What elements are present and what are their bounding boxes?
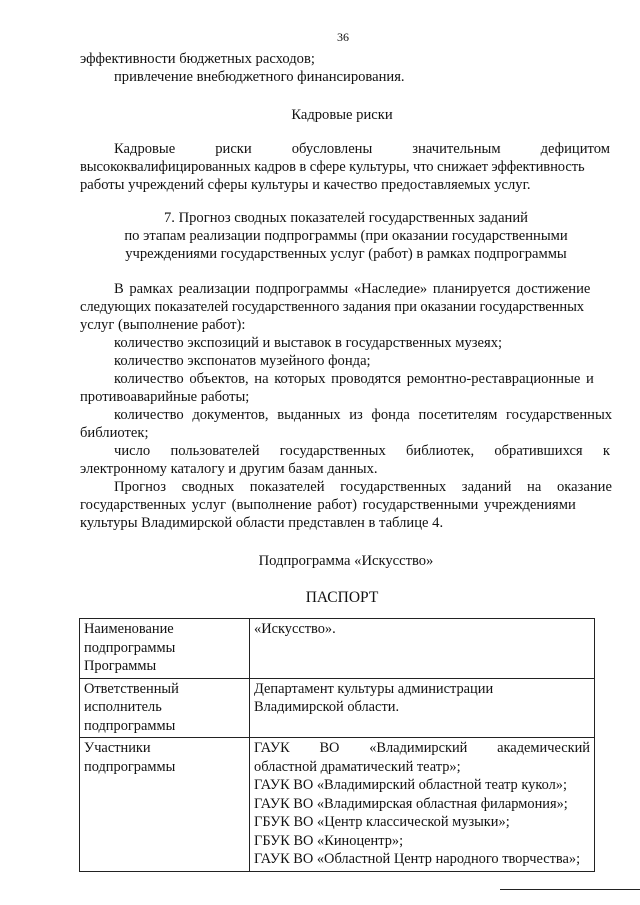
word: ВО (319, 740, 340, 756)
text-line: работы учреждений сферы культуры и качество предоставляемых услуг. (80, 177, 531, 193)
cell-text: Владимирской области. (254, 699, 400, 715)
text-line: культуры Владимирской области представлен в таблице 4. (80, 515, 444, 531)
justified-line (114, 442, 610, 460)
table-row (80, 738, 595, 872)
word: академический (497, 740, 590, 756)
section-title-line: по этапам реализации подпрограммы (при оказании государственными (124, 228, 568, 244)
cell-text: Участники (84, 740, 151, 756)
cell-text: подпрограммы (84, 639, 176, 656)
table-cell-label (80, 678, 250, 738)
passport-table (79, 618, 595, 872)
cell-text: подпрограммы (84, 717, 176, 734)
table-row (80, 619, 595, 679)
table-cell-label (80, 619, 250, 679)
text-line: услуг (выполнение работ): (80, 317, 246, 333)
justified-line (114, 140, 610, 158)
word: риски (215, 141, 252, 157)
text-line: эффективности бюджетных расходов; (80, 51, 315, 67)
table-row (80, 678, 595, 738)
word: к (602, 443, 610, 459)
word: ГАУК (254, 740, 290, 756)
text-line: привлечение внебюджетного финансирования. (114, 69, 405, 85)
list-item: библиотек; (80, 425, 149, 441)
cell-text: Департамент культуры администрации (254, 680, 494, 697)
section-title-line: учреждениями государственных услуг (работ) в рамках подпрограммы (125, 246, 567, 262)
text-line: государственных услуг (выполнение работ) государственными учреждениями (80, 497, 576, 513)
cell-text: исполнитель (84, 699, 162, 715)
cell-text: Программы (84, 658, 157, 674)
footer-rule (500, 889, 640, 890)
word: государственных (279, 443, 386, 459)
subprogram-title: Подпрограмма «Искусство» (258, 553, 434, 569)
cell-text: ГАУК ВО «Владимирская областная филармония»; (254, 795, 568, 812)
word: пользователей (170, 443, 260, 459)
text-line: В рамках реализации подпрограммы «Наследие» планируется достижение (114, 281, 591, 297)
word: обусловлены (291, 141, 373, 157)
table-cell-value (250, 678, 595, 738)
text-line: Прогноз сводных показателей государственных заданий на оказание (114, 479, 612, 495)
list-item: противоаварийные работы; (80, 389, 250, 405)
cell-text: ГАУК ВО «Владимирский областной театр кукол»; (254, 777, 567, 793)
word: дефицитом (540, 141, 610, 157)
cell-justified-line (254, 739, 590, 758)
page-number: 36 (337, 30, 349, 44)
word: Кадровые (114, 141, 176, 157)
cell-text: ГБУК ВО «Центр классической музыки»; (254, 814, 510, 830)
cell-text: ГБУК ВО «Киноцентр»; (254, 832, 404, 849)
cell-text: «Искусство». (254, 621, 336, 637)
word: обратившихся (494, 443, 583, 459)
cell-text: областной драматический театр»; (254, 758, 461, 775)
cell-text: Наименование (84, 621, 174, 637)
table-cell-value (250, 738, 595, 872)
table-cell-label (80, 738, 250, 872)
list-item: количество объектов, на которых проводятся ремонтно-реставрационные и (114, 371, 594, 387)
list-item: количество экспозиций и выставок в государственных музеях; (114, 335, 503, 351)
list-item: количество документов, выданных из фонда посетителям государственных (114, 407, 613, 423)
text-line: следующих показателей государственного задания при оказании государственных (80, 299, 584, 315)
cell-text: подпрограммы (84, 758, 176, 775)
list-item: количество экспонатов музейного фонда; (114, 353, 371, 369)
word: «Владимирский (369, 740, 468, 756)
text-line: высококвалифицированных кадров в сфере культуры, что снижает эффективность (80, 159, 585, 175)
cell-text: ГАУК ВО «Областной Центр народного творчества»; (254, 851, 581, 867)
section-title-line: 7. Прогноз сводных показателей государственных заданий (164, 210, 528, 226)
passport-title: ПАСПОРТ (305, 589, 379, 606)
word: библиотек, (406, 443, 475, 459)
cell-text: Ответственный (84, 680, 179, 697)
word: значительным (412, 141, 501, 157)
word: число (114, 443, 151, 459)
list-item: электронному каталогу и другим базам данных. (80, 461, 378, 477)
section-heading: Кадровые риски (291, 107, 393, 123)
table-cell-value (250, 619, 595, 679)
